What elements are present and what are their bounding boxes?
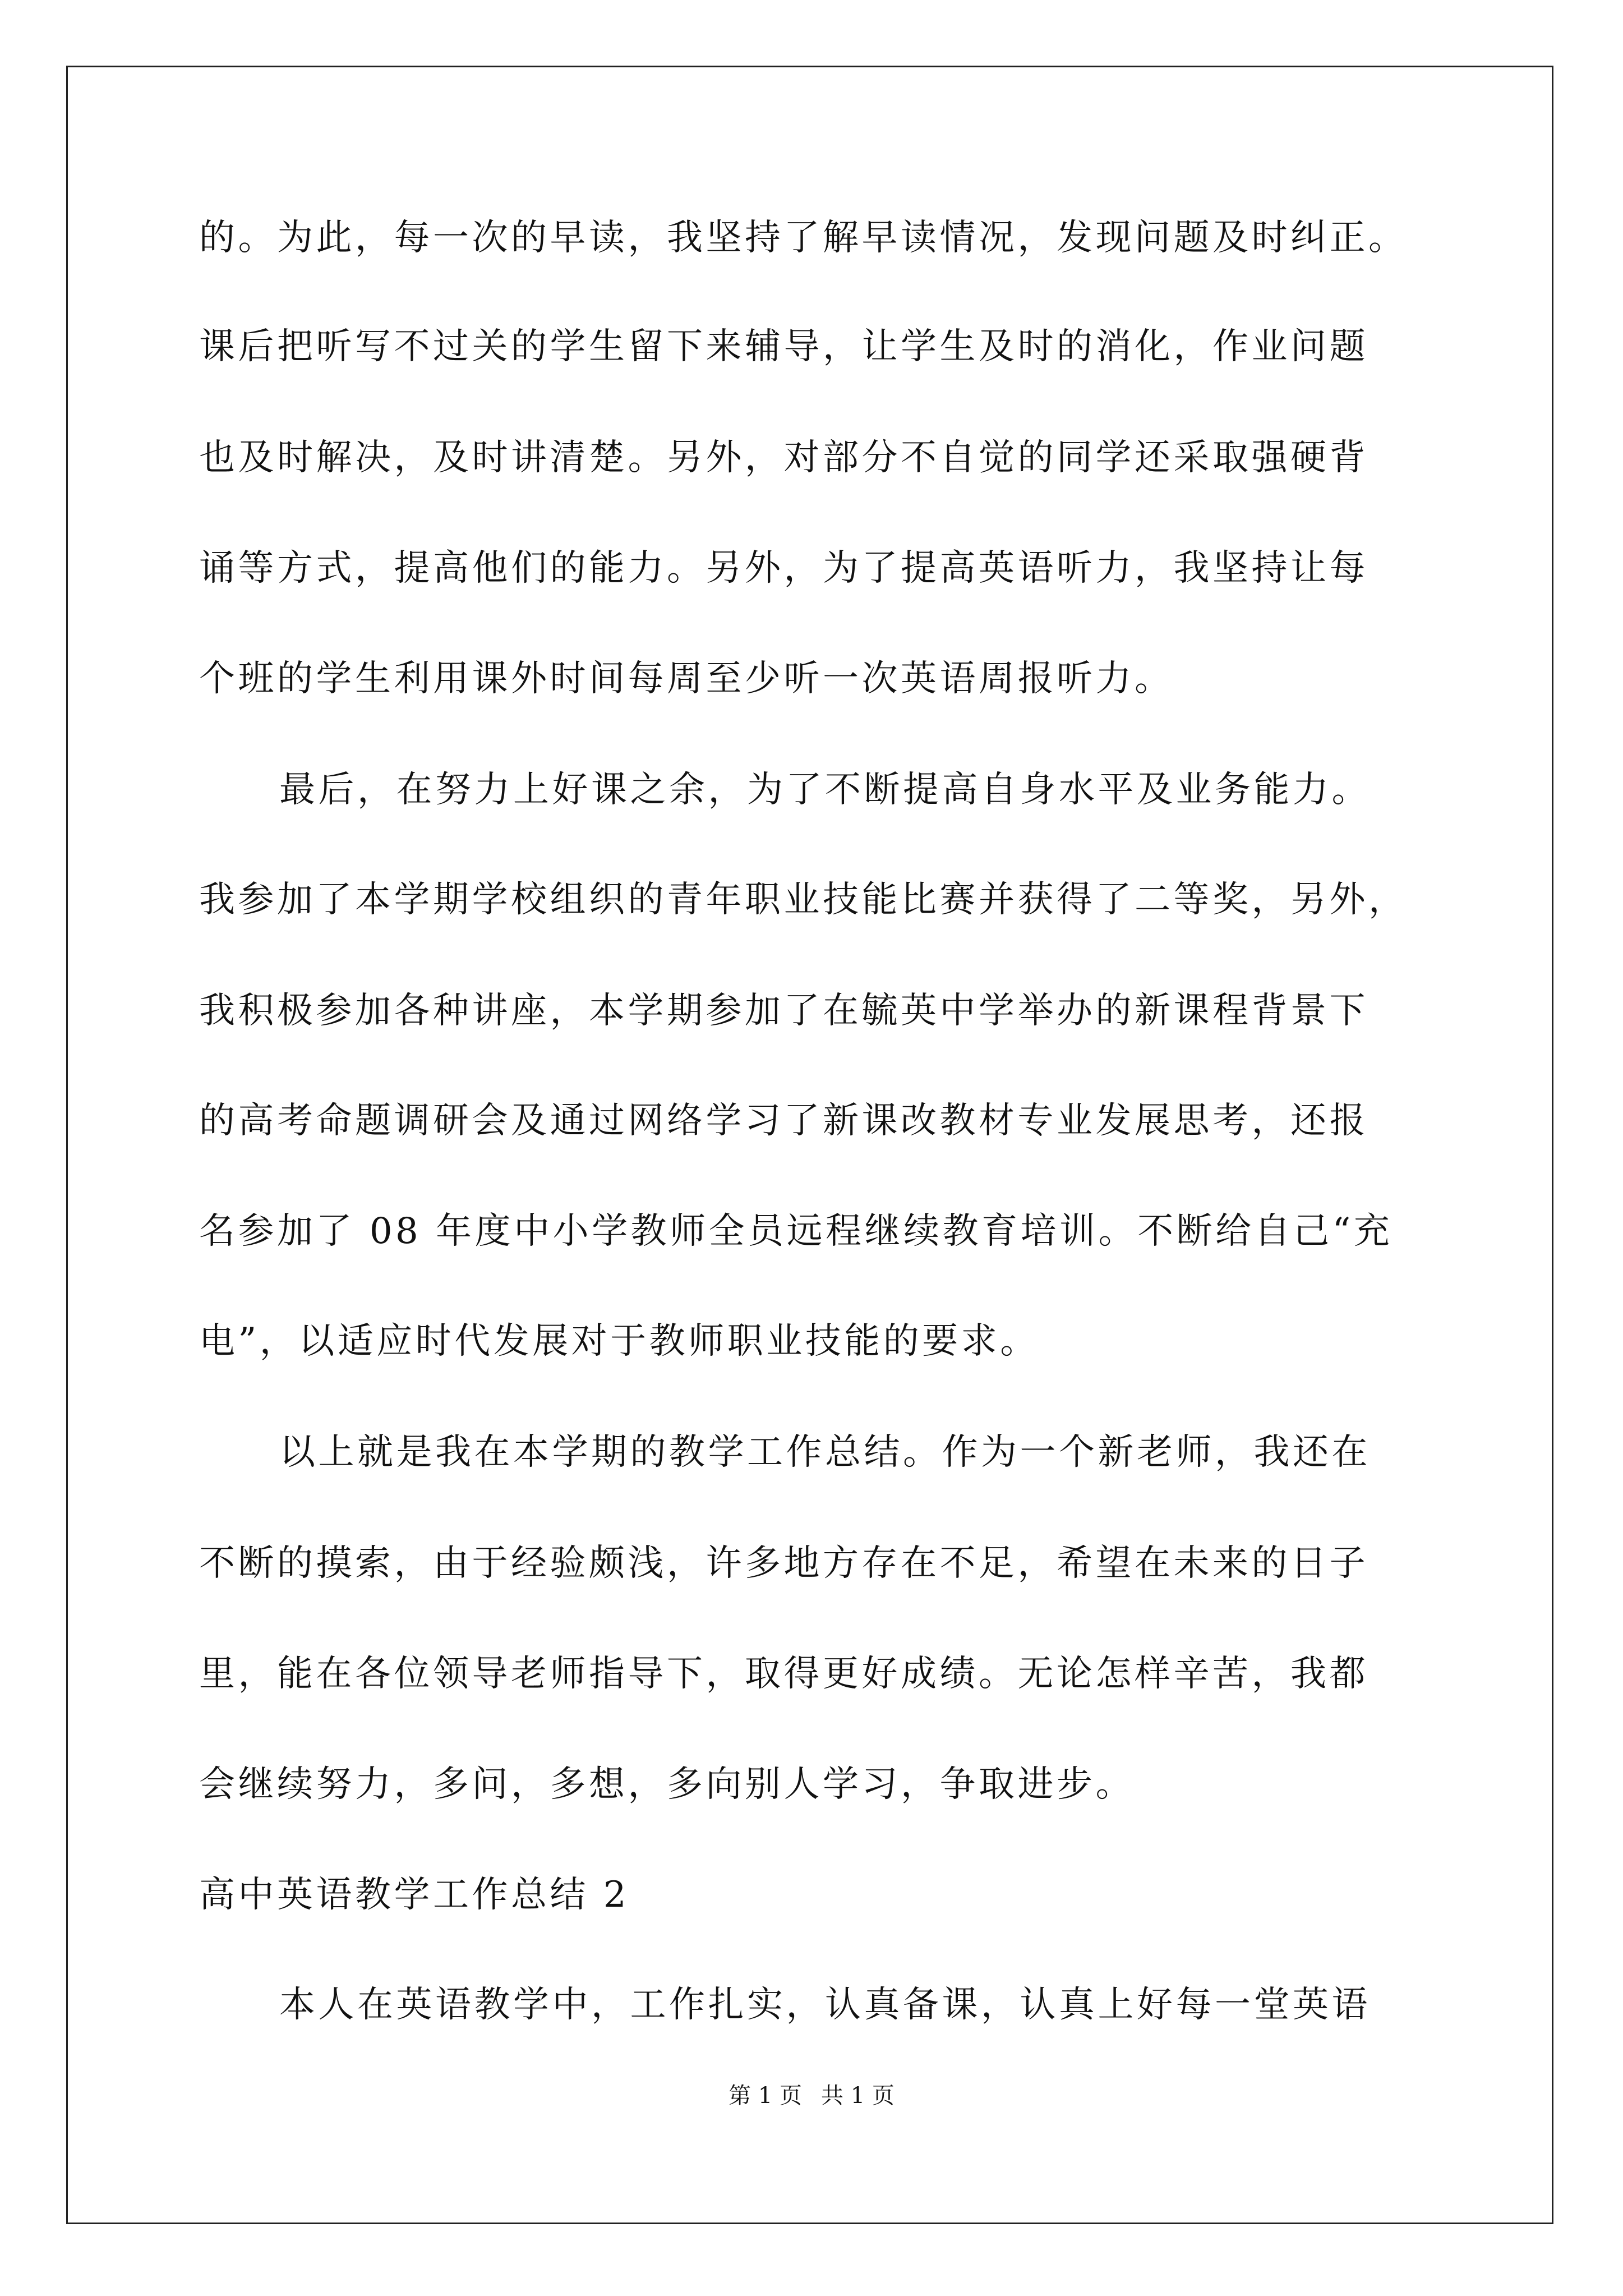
page-total: 共 1 页 bbox=[821, 2083, 895, 2109]
body-line-3: 也及时解决，及时讲清楚。另外，对部分不自觉的同学还采取强硬背 bbox=[199, 437, 1368, 478]
paragraph-start-line: 最后，在努力上好课之余，为了不断提高自身水平及业务能力。 bbox=[279, 769, 1371, 811]
paragraph-start-line: 以上就是我在本学期的教学工作总结。作为一个新老师，我还在 bbox=[279, 1432, 1371, 1473]
body-line-15: 会继续努力，多问，多想，多向别人学习，争取进步。 bbox=[199, 1764, 1135, 1805]
body-line-13: 不断的摸索，由于经验颇浅，许多地方存在不足，希望在未来的日子 bbox=[199, 1543, 1368, 1584]
body-line-5: 个班的学生利用课外时间每周至少听一次英语周报听力。 bbox=[199, 658, 1174, 700]
body-line-14: 里，能在各位领导老师指导下，取得更好成绩。无论怎样辛苦，我都 bbox=[199, 1653, 1368, 1695]
page-number: 第 1 页 bbox=[728, 2083, 802, 2109]
body-line-4: 诵等方式，提高他们的能力。另外，为了提高英语听力，我坚持让每 bbox=[199, 547, 1368, 589]
body-line-8: 我积极参加各种讲座，本学期参加了在毓英中学举办的新课程背景下 bbox=[199, 990, 1368, 1032]
body-line-2: 课后把听写不过关的学生留下来辅导，让学生及时的消化，作业问题 bbox=[199, 326, 1368, 367]
body-line-7: 我参加了本学期学校组织的青年职业技能比赛并获得了二等奖，另外， bbox=[199, 879, 1408, 921]
body-line-10: 名参加了 08 年度中小学教师全员远程继续教育培训。不断给自己“充 bbox=[199, 1211, 1393, 1252]
body-line-11: 电”，以适应时代发展对于教师职业技能的要求。 bbox=[199, 1320, 1039, 1362]
body-line-9: 的高考命题调研会及通过网络学习了新课改教材专业发展思考，还报 bbox=[199, 1100, 1368, 1142]
section-heading: 高中英语教学工作总结 2 bbox=[199, 1874, 630, 1916]
body-line-1: 的。为此，每一次的早读，我坚持了解早读情况，发现问题及时纠正。 bbox=[199, 217, 1408, 259]
page-footer bbox=[0, 2085, 1623, 2107]
paragraph-start-line: 本人在英语教学中，工作扎实，认真备课，认真上好每一堂英语 bbox=[279, 1984, 1371, 2026]
